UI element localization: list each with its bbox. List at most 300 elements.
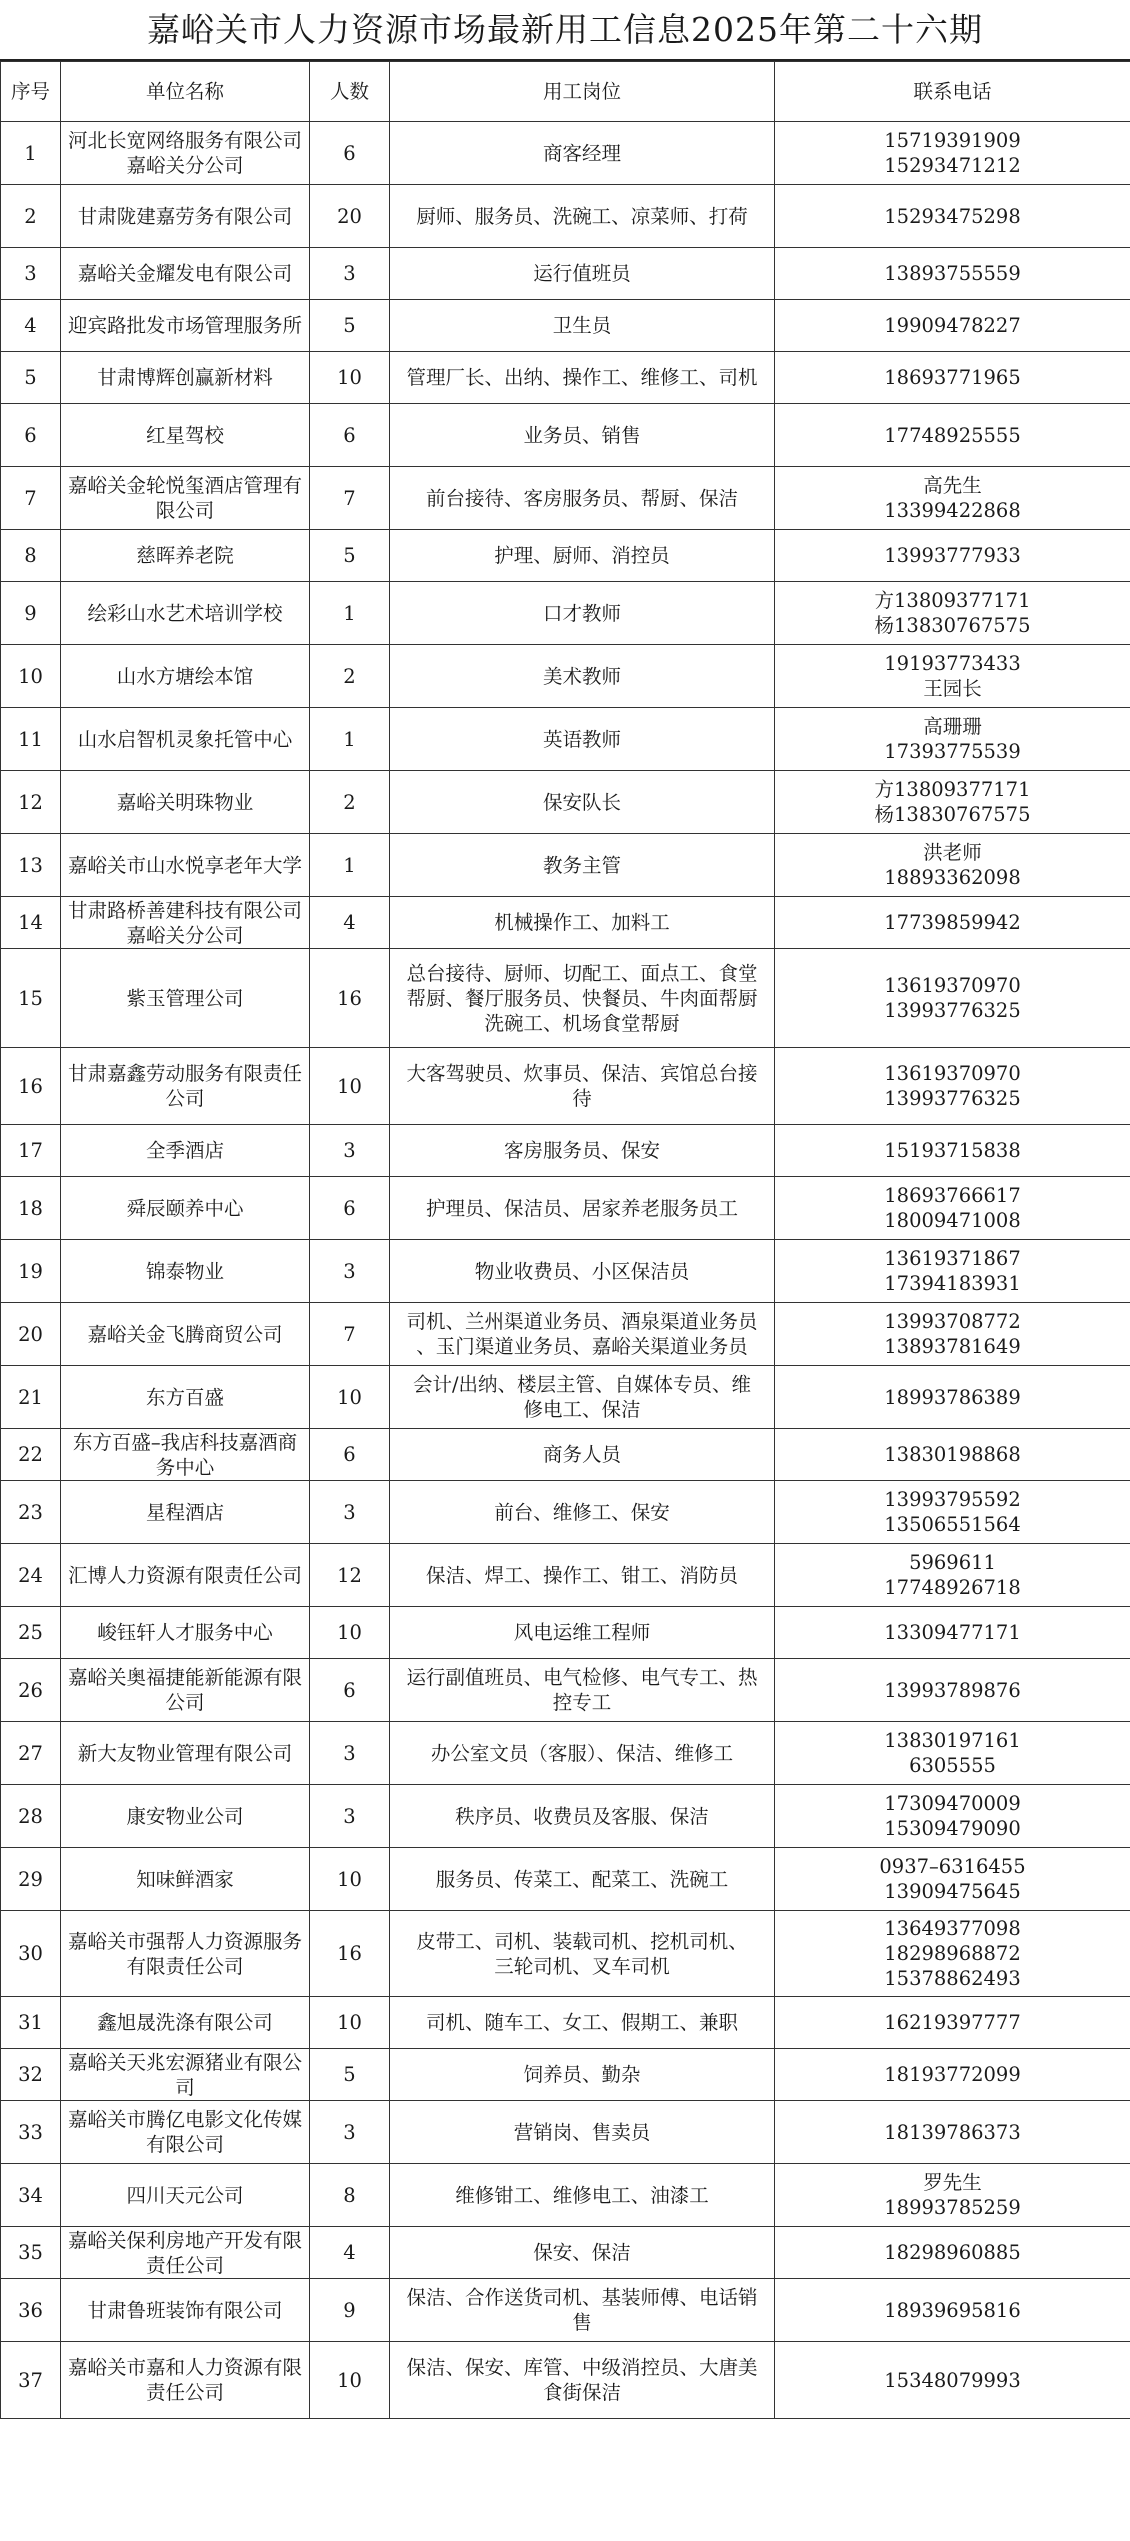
phone-cell <box>775 467 1130 530</box>
company-name: 嘉峪关明珠物业 <box>61 771 310 834</box>
phone-cell <box>775 708 1130 771</box>
phone-cell <box>775 352 1130 404</box>
company-name: 嘉峪关金飞腾商贸公司 <box>61 1303 310 1366</box>
phone-line: 杨13830767575 <box>874 614 1031 637</box>
positions-cell <box>390 1303 775 1366</box>
phone-line: 高珊珊 <box>923 715 982 738</box>
phone-line: 13993777933 <box>884 544 1021 567</box>
phone-cell <box>775 248 1130 300</box>
table-row <box>1 834 1130 897</box>
header-no: 序号 <box>1 62 61 122</box>
table-row <box>1 2342 1130 2419</box>
row-number: 10 <box>1 645 61 708</box>
company-name: 嘉峪关金耀发电有限公司 <box>61 248 310 300</box>
table-row <box>1 2101 1130 2164</box>
row-number: 34 <box>1 2164 61 2227</box>
phone-line: 18298960885 <box>884 2241 1021 2264</box>
positions-cell <box>390 2164 775 2227</box>
headcount: 2 <box>310 645 390 708</box>
positions-cell <box>390 771 775 834</box>
phone-line: 杨13830767575 <box>874 803 1031 826</box>
phone-line: 13830198868 <box>884 1443 1021 1466</box>
position-line: 待 <box>572 1087 592 1110</box>
table-row <box>1 1303 1130 1366</box>
phone-cell <box>775 1429 1130 1481</box>
positions-cell <box>390 404 775 467</box>
company-name: 嘉峪关市山水悦享老年大学 <box>61 834 310 897</box>
row-number: 31 <box>1 1997 61 2049</box>
positions-cell <box>390 1785 775 1848</box>
phone-cell <box>775 1177 1130 1240</box>
phone-line: 19193773433 <box>884 652 1021 675</box>
position-line: 三轮司机、叉车司机 <box>494 1954 670 1978</box>
company-name: 峻钰轩人才服务中心 <box>61 1607 310 1659</box>
company-name: 东方百盛 <box>61 1366 310 1429</box>
row-number: 21 <box>1 1366 61 1429</box>
phone-cell <box>775 1544 1130 1607</box>
company-name: 舜辰颐养中心 <box>61 1177 310 1240</box>
company-name: 嘉峪关市强帮人力资源服务有限责任公司 <box>61 1911 310 1997</box>
position-line: 秩序员、收费员及客服、保洁 <box>455 1804 709 1828</box>
table-row <box>1 1240 1130 1303</box>
positions-cell <box>390 949 775 1048</box>
positions-cell <box>390 2227 775 2279</box>
phone-line: 17748926718 <box>884 1576 1021 1599</box>
phone-line: 17393775539 <box>884 740 1021 763</box>
row-number: 37 <box>1 2342 61 2419</box>
phone-line: 0937–6316455 <box>879 1855 1026 1878</box>
phone-line: 17748925555 <box>884 423 1021 447</box>
phone-line: 18939695816 <box>884 2298 1021 2322</box>
phone-line: 18009471008 <box>884 1209 1021 1232</box>
phone-line: 15309479090 <box>884 1817 1021 1840</box>
header-company: 单位名称 <box>61 62 310 122</box>
phone-cell <box>775 1607 1130 1659</box>
phone-line: 18893362098 <box>884 866 1021 889</box>
row-number: 12 <box>1 771 61 834</box>
headcount: 5 <box>310 530 390 582</box>
table-row <box>1 2227 1130 2279</box>
position-line: 运行副值班员、电气检修、电气专工、热 <box>406 1666 758 1689</box>
positions-cell <box>390 185 775 248</box>
phone-line: 15719391909 <box>884 129 1021 152</box>
row-number: 20 <box>1 1303 61 1366</box>
phone-line: 6305555 <box>909 1754 996 1777</box>
table-row <box>1 645 1130 708</box>
phone-line: 13893781649 <box>884 1335 1021 1358</box>
header-positions: 用工岗位 <box>390 62 775 122</box>
positions-cell <box>390 1366 775 1429</box>
phone-line: 洪老师 <box>923 841 982 864</box>
company-name: 全季酒店 <box>61 1125 310 1177</box>
table-row <box>1 1722 1130 1785</box>
headcount: 10 <box>310 352 390 404</box>
position-line: 皮带工、司机、装载司机、挖机司机、 <box>416 1929 748 1953</box>
position-line: 教务主管 <box>542 853 621 877</box>
table-row <box>1 949 1130 1048</box>
company-name: 甘肃博辉创赢新材料 <box>61 352 310 404</box>
row-number: 33 <box>1 2101 61 2164</box>
company-name: 嘉峪关保利房地产开发有限责任公司 <box>61 2227 310 2279</box>
row-number: 29 <box>1 1848 61 1911</box>
phone-cell <box>775 582 1130 645</box>
phone-line: 17309470009 <box>884 1792 1021 1815</box>
headcount: 4 <box>310 2227 390 2279</box>
position-line: 饲养员、勤杂 <box>523 2063 641 2086</box>
positions-cell <box>390 352 775 404</box>
table-row <box>1 1429 1130 1481</box>
position-line: 前台接待、客房服务员、帮厨、保洁 <box>425 486 738 510</box>
phone-line: 13993708772 <box>884 1310 1021 1333</box>
company-name: 嘉峪关奥福捷能新能源有限公司 <box>61 1659 310 1722</box>
phone-line: 17394183931 <box>884 1272 1021 1295</box>
headcount: 10 <box>310 1997 390 2049</box>
page-title: 嘉峪关市人力资源市场最新用工信息2025年第二十六期 <box>0 0 1130 61</box>
phone-cell <box>775 1911 1130 1997</box>
row-number: 25 <box>1 1607 61 1659</box>
phone-cell <box>775 185 1130 248</box>
phone-cell <box>775 771 1130 834</box>
position-line: 风电运维工程师 <box>513 1621 651 1644</box>
phone-line: 13619371867 <box>884 1247 1021 1270</box>
headcount: 10 <box>310 1848 390 1911</box>
phone-line: 15348079993 <box>884 2368 1021 2392</box>
headcount: 6 <box>310 404 390 467</box>
phone-line: 13893755559 <box>884 262 1021 285</box>
table-row <box>1 185 1130 248</box>
table-row <box>1 1481 1130 1544</box>
positions-cell <box>390 708 775 771</box>
phone-line: 19909478227 <box>884 314 1021 337</box>
table-row <box>1 1177 1130 1240</box>
headcount: 3 <box>310 248 390 300</box>
phone-line: 18693771965 <box>884 366 1021 389</box>
positions-cell <box>390 582 775 645</box>
phone-cell <box>775 1240 1130 1303</box>
phone-line: 18993786389 <box>884 1385 1021 1409</box>
row-number: 7 <box>1 467 61 530</box>
positions-cell <box>390 1177 775 1240</box>
phone-cell <box>775 530 1130 582</box>
phone-cell <box>775 1125 1130 1177</box>
company-name: 东方百盛–我店科技嘉酒商务中心 <box>61 1429 310 1481</box>
row-number: 13 <box>1 834 61 897</box>
phone-cell <box>775 1048 1130 1125</box>
row-number: 35 <box>1 2227 61 2279</box>
headcount: 2 <box>310 771 390 834</box>
row-number: 16 <box>1 1048 61 1125</box>
phone-line: 15378862493 <box>884 1967 1021 1990</box>
phone-line: 13619370970 <box>884 974 1021 997</box>
headcount: 12 <box>310 1544 390 1607</box>
phone-cell <box>775 645 1130 708</box>
company-name: 甘肃嘉鑫劳动服务有限责任公司 <box>61 1048 310 1125</box>
position-line: 英语教师 <box>542 727 621 751</box>
phone-cell <box>775 1848 1130 1911</box>
company-name: 山水方塘绘本馆 <box>61 645 310 708</box>
phone-line: 18298968872 <box>884 1942 1021 1965</box>
company-name: 紫玉管理公司 <box>61 949 310 1048</box>
positions-cell <box>390 467 775 530</box>
table-row <box>1 1048 1130 1125</box>
table-row <box>1 1785 1130 1848</box>
positions-cell <box>390 1544 775 1607</box>
phone-cell <box>775 2049 1130 2101</box>
position-line: 办公室文员（客服）、保洁、维修工 <box>430 1741 734 1765</box>
positions-cell <box>390 1722 775 1785</box>
phone-cell <box>775 404 1130 467</box>
headcount: 10 <box>310 1366 390 1429</box>
table-row <box>1 2049 1130 2101</box>
phone-line: 罗先生 <box>923 2171 982 2194</box>
position-line: 前台、维修工、保安 <box>494 1500 670 1524</box>
phone-cell <box>775 2279 1130 2342</box>
company-name: 汇博人力资源有限责任公司 <box>61 1544 310 1607</box>
row-number: 8 <box>1 530 61 582</box>
phone-line: 13619370970 <box>884 1062 1021 1085</box>
positions-cell <box>390 1659 775 1722</box>
header-count: 人数 <box>310 62 390 122</box>
phone-cell <box>775 1997 1130 2049</box>
table-row <box>1 582 1130 645</box>
positions-cell <box>390 530 775 582</box>
positions-cell <box>390 2101 775 2164</box>
headcount: 3 <box>310 1722 390 1785</box>
position-line: 保安、保洁 <box>533 2241 631 2264</box>
table-row <box>1 300 1130 352</box>
table-row <box>1 2164 1130 2227</box>
phone-line: 15293471212 <box>884 154 1021 177</box>
company-name: 甘肃鲁班装饰有限公司 <box>61 2279 310 2342</box>
row-number: 14 <box>1 897 61 949</box>
company-name: 嘉峪关天兆宏源猪业有限公司 <box>61 2049 310 2101</box>
positions-cell <box>390 1429 775 1481</box>
position-line: 厨师、服务员、洗碗工、凉菜师、打荷 <box>416 204 748 228</box>
position-line: 运行值班员 <box>533 262 631 285</box>
position-line: 口才教师 <box>542 601 621 625</box>
row-number: 11 <box>1 708 61 771</box>
position-line: 机械操作工、加料工 <box>494 911 670 934</box>
table-row <box>1 248 1130 300</box>
position-line: 商务人员 <box>542 1443 621 1466</box>
phone-line: 13909475645 <box>884 1880 1021 1903</box>
phone-cell <box>775 897 1130 949</box>
table-row <box>1 708 1130 771</box>
positions-cell <box>390 1607 775 1659</box>
company-name: 鑫旭晟洗涤有限公司 <box>61 1997 310 2049</box>
company-name: 康安物业公司 <box>61 1785 310 1848</box>
position-line: 业务员、销售 <box>523 423 641 447</box>
row-number: 30 <box>1 1911 61 1997</box>
headcount: 3 <box>310 2101 390 2164</box>
company-name: 慈晖养老院 <box>61 530 310 582</box>
headcount: 4 <box>310 897 390 949</box>
position-line: 总台接待、厨师、切配工、面点工、食堂 <box>406 961 758 985</box>
row-number: 19 <box>1 1240 61 1303</box>
position-line: 美术教师 <box>542 664 621 688</box>
phone-line: 王园长 <box>923 677 982 700</box>
position-line: 护理、厨师、消控员 <box>494 544 670 567</box>
table-row <box>1 1911 1130 1997</box>
header-phone: 联系电话 <box>775 62 1130 122</box>
position-line: 维修钳工、维修电工、油漆工 <box>455 2183 709 2207</box>
row-number: 17 <box>1 1125 61 1177</box>
positions-cell <box>390 834 775 897</box>
positions-cell <box>390 1997 775 2049</box>
positions-cell <box>390 248 775 300</box>
headcount: 9 <box>310 2279 390 2342</box>
headcount: 7 <box>310 1303 390 1366</box>
table-row <box>1 1125 1130 1177</box>
table-row <box>1 1997 1130 2049</box>
table-row <box>1 897 1130 949</box>
position-line: 会计/出纳、楼层主管、自媒体专员、维 <box>412 1373 752 1396</box>
phone-cell <box>775 834 1130 897</box>
phone-cell <box>775 1366 1130 1429</box>
row-number: 26 <box>1 1659 61 1722</box>
table-row <box>1 771 1130 834</box>
phone-cell <box>775 300 1130 352</box>
positions-cell <box>390 645 775 708</box>
company-name: 河北长宽网络服务有限公司嘉峪关分公司 <box>61 122 310 185</box>
position-line: 服务员、传菜工、配菜工、洗碗工 <box>435 1867 729 1891</box>
headcount: 7 <box>310 467 390 530</box>
phone-line: 5969611 <box>909 1551 996 1574</box>
phone-cell <box>775 122 1130 185</box>
row-number: 3 <box>1 248 61 300</box>
positions-cell <box>390 1048 775 1125</box>
row-number: 22 <box>1 1429 61 1481</box>
company-name: 绘彩山水艺术培训学校 <box>61 582 310 645</box>
position-line: 物业收费员、小区保洁员 <box>474 1259 690 1283</box>
phone-line: 18993785259 <box>884 2196 1021 2219</box>
table-row <box>1 1544 1130 1607</box>
headcount: 6 <box>310 122 390 185</box>
phone-cell <box>775 2101 1130 2164</box>
row-number: 1 <box>1 122 61 185</box>
company-name: 迎宾路批发市场管理服务所 <box>61 300 310 352</box>
position-line: 卫生员 <box>552 314 612 337</box>
position-line: 商客经理 <box>542 141 621 165</box>
positions-cell <box>390 2279 775 2342</box>
row-number: 18 <box>1 1177 61 1240</box>
row-number: 15 <box>1 949 61 1048</box>
row-number: 23 <box>1 1481 61 1544</box>
headcount: 10 <box>310 1048 390 1125</box>
headcount: 3 <box>310 1125 390 1177</box>
job-table <box>0 61 1130 2419</box>
position-line: 洗碗工、机场食堂帮厨 <box>484 1011 680 1035</box>
positions-cell <box>390 1125 775 1177</box>
row-number: 9 <box>1 582 61 645</box>
phone-cell <box>775 2342 1130 2419</box>
company-name: 锦泰物业 <box>61 1240 310 1303</box>
phone-cell <box>775 1659 1130 1722</box>
table-row <box>1 1366 1130 1429</box>
phone-cell <box>775 1303 1130 1366</box>
table-row <box>1 530 1130 582</box>
phone-cell <box>775 2164 1130 2227</box>
headcount: 3 <box>310 1240 390 1303</box>
phone-line: 13830197161 <box>884 1729 1021 1752</box>
positions-cell <box>390 300 775 352</box>
row-number: 4 <box>1 300 61 352</box>
headcount: 8 <box>310 2164 390 2227</box>
headcount: 5 <box>310 300 390 352</box>
phone-cell <box>775 1785 1130 1848</box>
row-number: 27 <box>1 1722 61 1785</box>
company-name: 星程酒店 <box>61 1481 310 1544</box>
headcount: 16 <box>310 1911 390 1997</box>
position-line: 保安队长 <box>542 790 621 814</box>
positions-cell <box>390 122 775 185</box>
row-number: 5 <box>1 352 61 404</box>
company-name: 红星驾校 <box>61 404 310 467</box>
company-name: 四川天元公司 <box>61 2164 310 2227</box>
phone-line: 13993776325 <box>884 1087 1021 1110</box>
row-number: 36 <box>1 2279 61 2342</box>
phone-cell <box>775 949 1130 1048</box>
company-name: 嘉峪关金轮悦玺酒店管理有限公司 <box>61 467 310 530</box>
position-line: 修电工、保洁 <box>523 1398 641 1421</box>
phone-cell <box>775 2227 1130 2279</box>
position-line: 帮厨、餐厅服务员、快餐员、牛肉面帮厨 <box>406 986 758 1010</box>
headcount: 3 <box>310 1481 390 1544</box>
position-line: 保洁、焊工、操作工、钳工、消防员 <box>425 1563 738 1587</box>
row-number: 32 <box>1 2049 61 2101</box>
positions-cell <box>390 1911 775 1997</box>
header-row <box>1 62 1130 122</box>
phone-line: 高先生 <box>923 474 982 497</box>
table-row <box>1 1607 1130 1659</box>
headcount: 6 <box>310 1429 390 1481</box>
company-name: 嘉峪关市嘉和人力资源有限责任公司 <box>61 2342 310 2419</box>
position-line: 管理厂长、出纳、操作工、维修工、司机 <box>406 366 758 389</box>
position-line: 保洁、保安、库管、中级消控员、大唐美 <box>406 2356 758 2379</box>
table-row <box>1 2279 1130 2342</box>
phone-line: 13506551564 <box>884 1513 1021 1536</box>
position-line: 司机、兰州渠道业务员、酒泉渠道业务员 <box>406 1310 758 1333</box>
phone-cell <box>775 1722 1130 1785</box>
headcount: 6 <box>310 1177 390 1240</box>
headcount: 10 <box>310 1607 390 1659</box>
position-line: 营销岗、售卖员 <box>513 2120 651 2144</box>
positions-cell <box>390 2342 775 2419</box>
positions-cell <box>390 897 775 949</box>
headcount: 5 <box>310 2049 390 2101</box>
table-row <box>1 122 1130 185</box>
row-number: 24 <box>1 1544 61 1607</box>
phone-line: 15193715838 <box>884 1139 1021 1162</box>
table-row <box>1 404 1130 467</box>
position-line: 售 <box>572 2311 592 2334</box>
phone-line: 13993795592 <box>884 1488 1021 1511</box>
headcount: 10 <box>310 2342 390 2419</box>
phone-line: 16219397777 <box>884 2011 1021 2034</box>
phone-line: 18193772099 <box>884 2063 1021 2086</box>
position-line: 、玉门渠道业务员、嘉峪关渠道业务员 <box>416 1335 748 1358</box>
company-name: 新大友物业管理有限公司 <box>61 1722 310 1785</box>
headcount: 1 <box>310 708 390 771</box>
headcount: 1 <box>310 582 390 645</box>
headcount: 20 <box>310 185 390 248</box>
table-row <box>1 1659 1130 1722</box>
positions-cell <box>390 2049 775 2101</box>
company-name: 甘肃陇建嘉劳务有限公司 <box>61 185 310 248</box>
phone-cell <box>775 1481 1130 1544</box>
row-number: 6 <box>1 404 61 467</box>
position-line: 保洁、合作送货司机、基装师傅、电话销 <box>406 2286 758 2309</box>
